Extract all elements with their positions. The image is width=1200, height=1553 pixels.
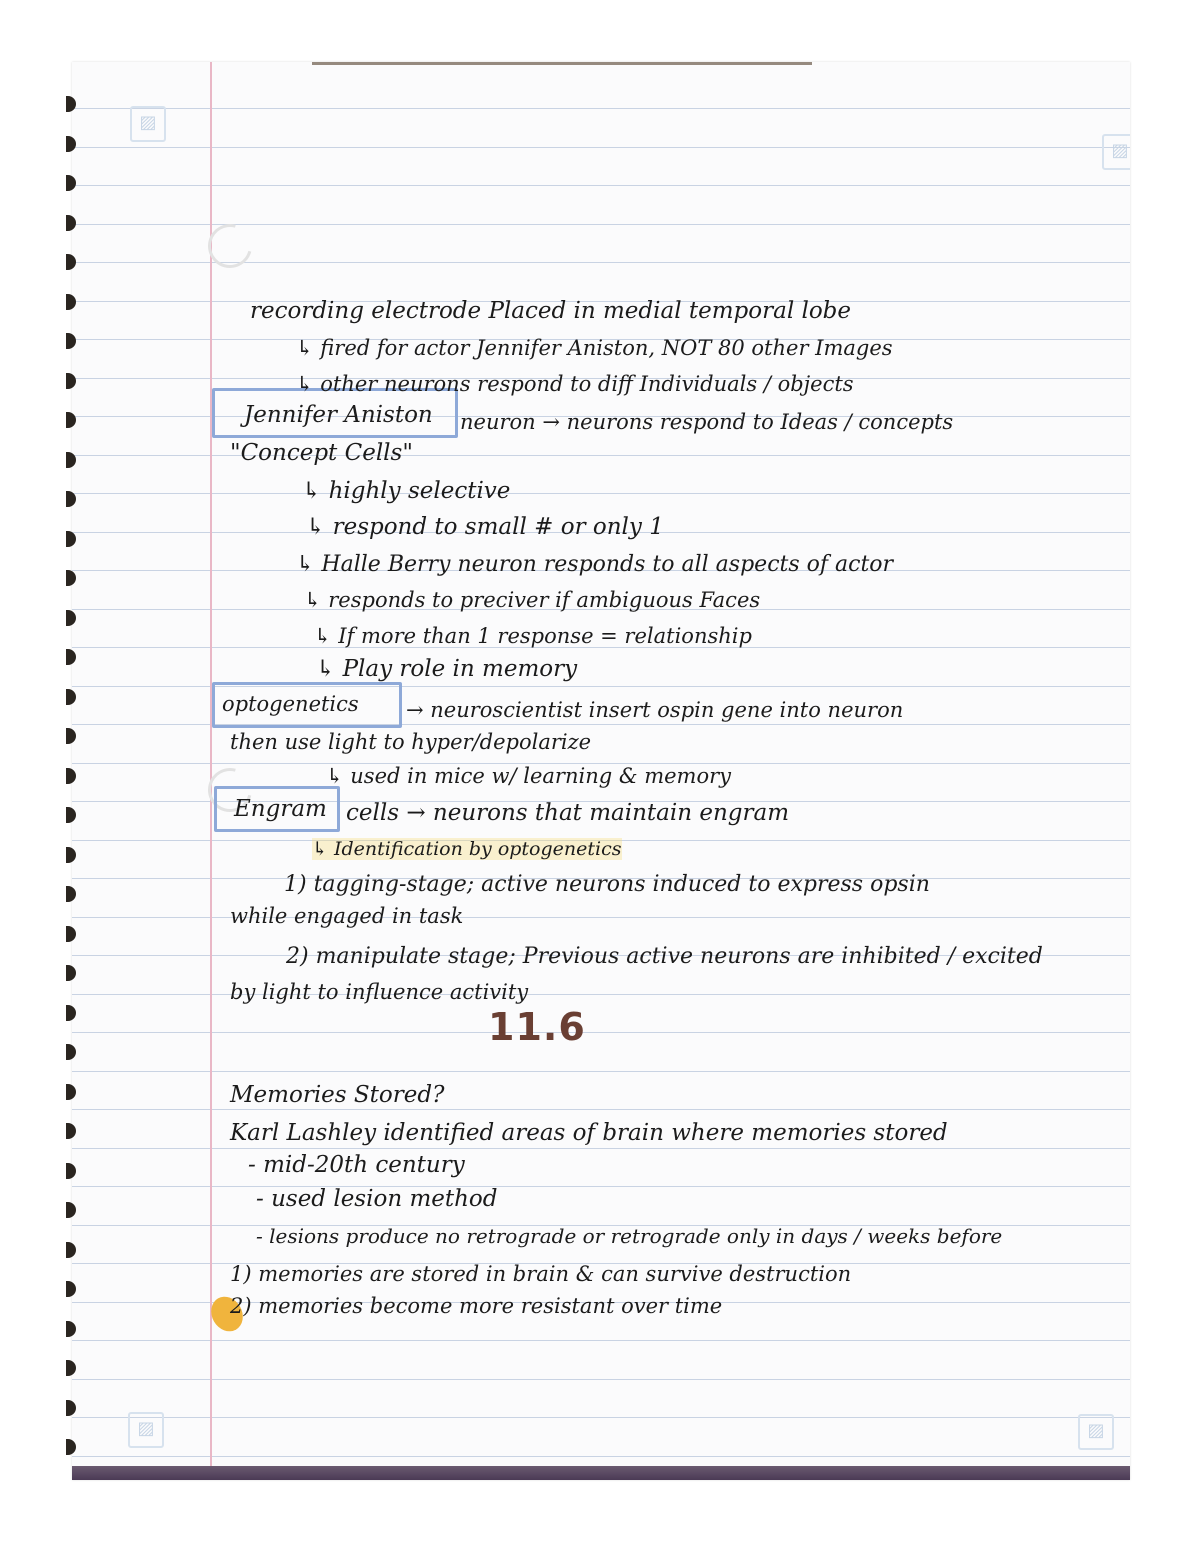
note-term-optogenetics: optogenetics bbox=[222, 692, 359, 716]
note-line: while engaged in task bbox=[230, 904, 464, 928]
ruled-line bbox=[72, 147, 1130, 148]
note-line: "Concept Cells" bbox=[230, 440, 413, 466]
note-line: cells → neurons that maintain engram bbox=[346, 800, 790, 826]
note-highlight: ↳ Identification by optogenetics bbox=[312, 838, 622, 860]
note-line: recording electrode Placed in medial temporal lobe bbox=[250, 298, 852, 324]
note-line: ↳ used in mice w/ learning & memory bbox=[326, 764, 732, 788]
note-line: 1) memories are stored in brain & can survive destruction bbox=[230, 1262, 852, 1286]
ruled-line bbox=[72, 1186, 1130, 1187]
note-line: → neuroscientist insert ospin gene into neuron bbox=[406, 698, 904, 722]
ruled-line bbox=[72, 1417, 1130, 1418]
note-line: 2) manipulate stage; Previous active neurons are inhibited / excited bbox=[286, 944, 1043, 969]
ruled-line bbox=[72, 1340, 1130, 1341]
note-line: ↳ responds to preciver if ambiguous Faces bbox=[304, 588, 761, 612]
note-line: 2) memories become more resistant over time bbox=[230, 1294, 723, 1318]
ruled-line bbox=[72, 1456, 1130, 1457]
note-line bbox=[312, 838, 622, 860]
ruled-line bbox=[72, 1379, 1130, 1380]
ruled-line bbox=[72, 185, 1130, 186]
image-placeholder-icon: ▨ bbox=[1102, 134, 1130, 170]
note-line: ↳ Play role in memory bbox=[316, 656, 578, 682]
note-line: ↳ If more than 1 response = relationship bbox=[314, 624, 752, 648]
image-placeholder-icon: ▨ bbox=[130, 106, 166, 142]
ruled-line bbox=[72, 493, 1130, 494]
ruled-line bbox=[72, 1071, 1130, 1072]
note-line: by light to influence activity bbox=[230, 980, 529, 1004]
note-line: - mid-20th century bbox=[248, 1152, 465, 1178]
note-line: - lesions produce no retrograde or retrograde only in days / weeks before bbox=[256, 1224, 1003, 1248]
image-placeholder-icon: ▨ bbox=[128, 1412, 164, 1448]
note-term-jennifer-aniston: Jennifer Aniston bbox=[244, 402, 433, 428]
ruled-line bbox=[72, 1032, 1130, 1033]
margin-line bbox=[210, 62, 212, 1480]
note-term-engram: Engram bbox=[234, 796, 327, 822]
note-line: 1) tagging-stage; active neurons induced to express opsin bbox=[284, 872, 930, 897]
ruled-line bbox=[72, 108, 1130, 109]
note-line: neuron → neurons respond to Ideas / concepts bbox=[460, 410, 954, 434]
ruled-line bbox=[72, 1148, 1130, 1149]
section-number: 11.6 bbox=[488, 1005, 586, 1049]
note-line: Karl Lashley identified areas of brain where memories stored bbox=[230, 1120, 948, 1146]
note-line: ↳ fired for actor Jennifer Aniston, NOT 80 other Images bbox=[296, 336, 893, 360]
note-line: then use light to hyper/depolarize bbox=[230, 730, 592, 754]
note-line: ↳ Halle Berry neuron responds to all aspects of actor bbox=[296, 552, 894, 577]
page-bottom-edge bbox=[72, 1466, 1130, 1480]
ruled-line bbox=[72, 1109, 1130, 1110]
note-line: - used lesion method bbox=[256, 1186, 498, 1212]
note-line: ↳ highly selective bbox=[302, 478, 511, 504]
image-placeholder-icon: ▨ bbox=[1078, 1414, 1114, 1450]
page-top-edge bbox=[312, 62, 812, 65]
note-line: ↳ other neurons respond to diff Individuals / objects bbox=[296, 372, 854, 396]
note-heading: Memories Stored? bbox=[230, 1082, 445, 1108]
note-line: ↳ respond to small # or only 1 bbox=[306, 514, 664, 540]
